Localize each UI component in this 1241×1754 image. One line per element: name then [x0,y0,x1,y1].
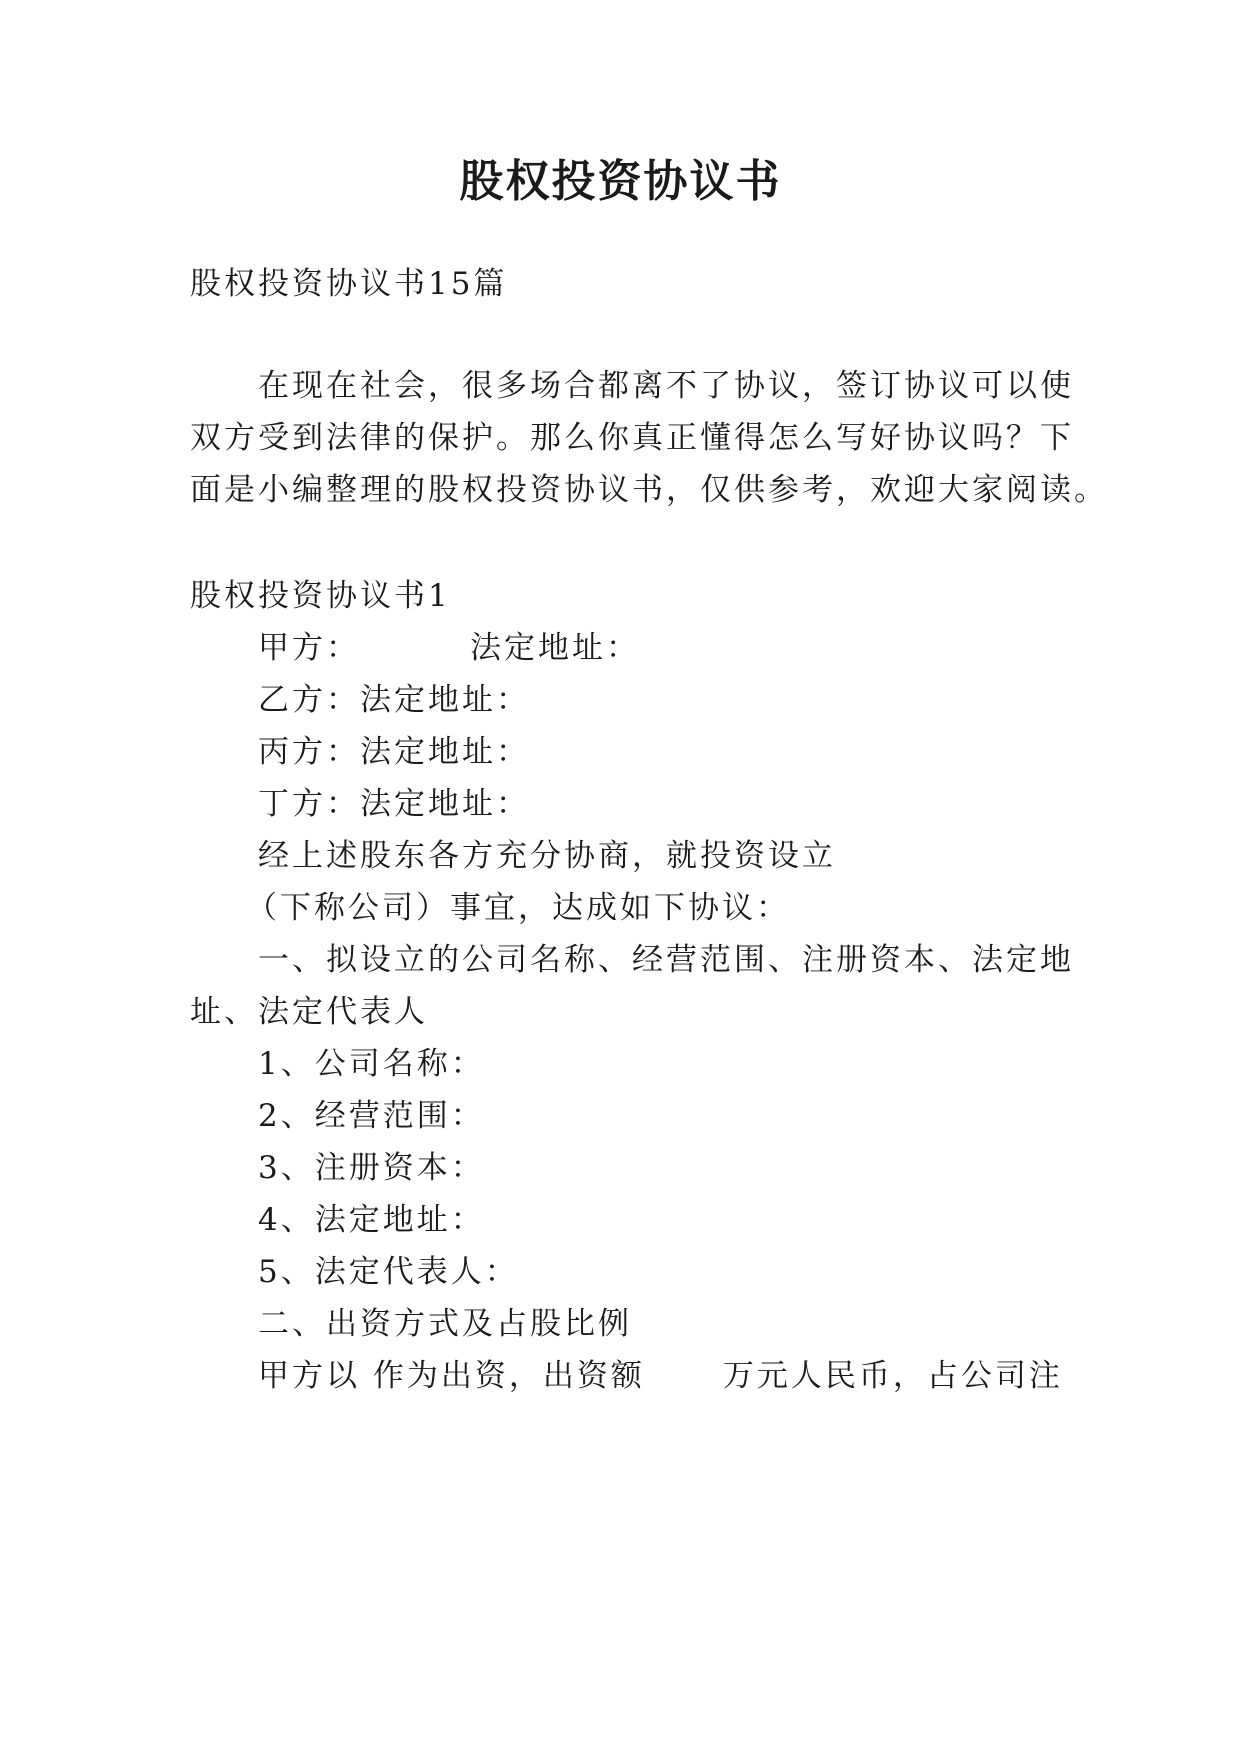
clause-one-heading-2: 址、法定代表人 [190,994,428,1030]
clause-two-line-part2: 万元人民币，占公司注 [722,1358,1063,1394]
clause-one-heading-1: 一、拟设立的公司名称、经营范围、注册资本、法定地 [258,942,1074,978]
document-subtitle: 股权投资协议书15篇 [190,266,508,302]
clause-one-item: 4、法定地址： [258,1202,485,1238]
preamble-line-2: （下称公司）事宜，达成如下协议： [246,890,790,926]
clause-one-item: 3、注册资本： [258,1150,485,1186]
document-title: 股权投资协议书 [459,156,782,207]
clause-two-line [258,1354,1063,1398]
intro-line-2: 双方受到法律的保护。那么你真正懂得怎么写好协议吗？下 [190,420,1074,456]
clause-one-item: 2、经营范围： [258,1098,485,1134]
section-heading: 股权投资协议书1 [190,578,451,614]
intro-line-3: 面是小编整理的股权投资协议书，仅供参考，欢迎大家阅读。 [190,472,1108,508]
party-a-line [258,626,640,670]
intro-line-1: 在现在社会，很多场合都离不了协议，签订协议可以使 [258,368,1074,404]
party-a-address: 法定地址： [470,630,640,666]
party-b-line: 乙方：法定地址： [258,682,530,718]
party-a-label: 甲方： [258,630,360,666]
party-d-line: 丁方：法定地址： [258,786,530,822]
party-c-line: 丙方：法定地址： [258,734,530,770]
clause-two-line-part1: 甲方以 作为出资，出资额 [258,1358,645,1394]
clause-one-item: 5、法定代表人： [258,1254,519,1290]
clause-one-item: 1、公司名称： [258,1046,485,1082]
preamble-line-1: 经上述股东各方充分协商，就投资设立 [258,838,836,874]
clause-two-heading: 二、出资方式及占股比例 [258,1306,632,1342]
